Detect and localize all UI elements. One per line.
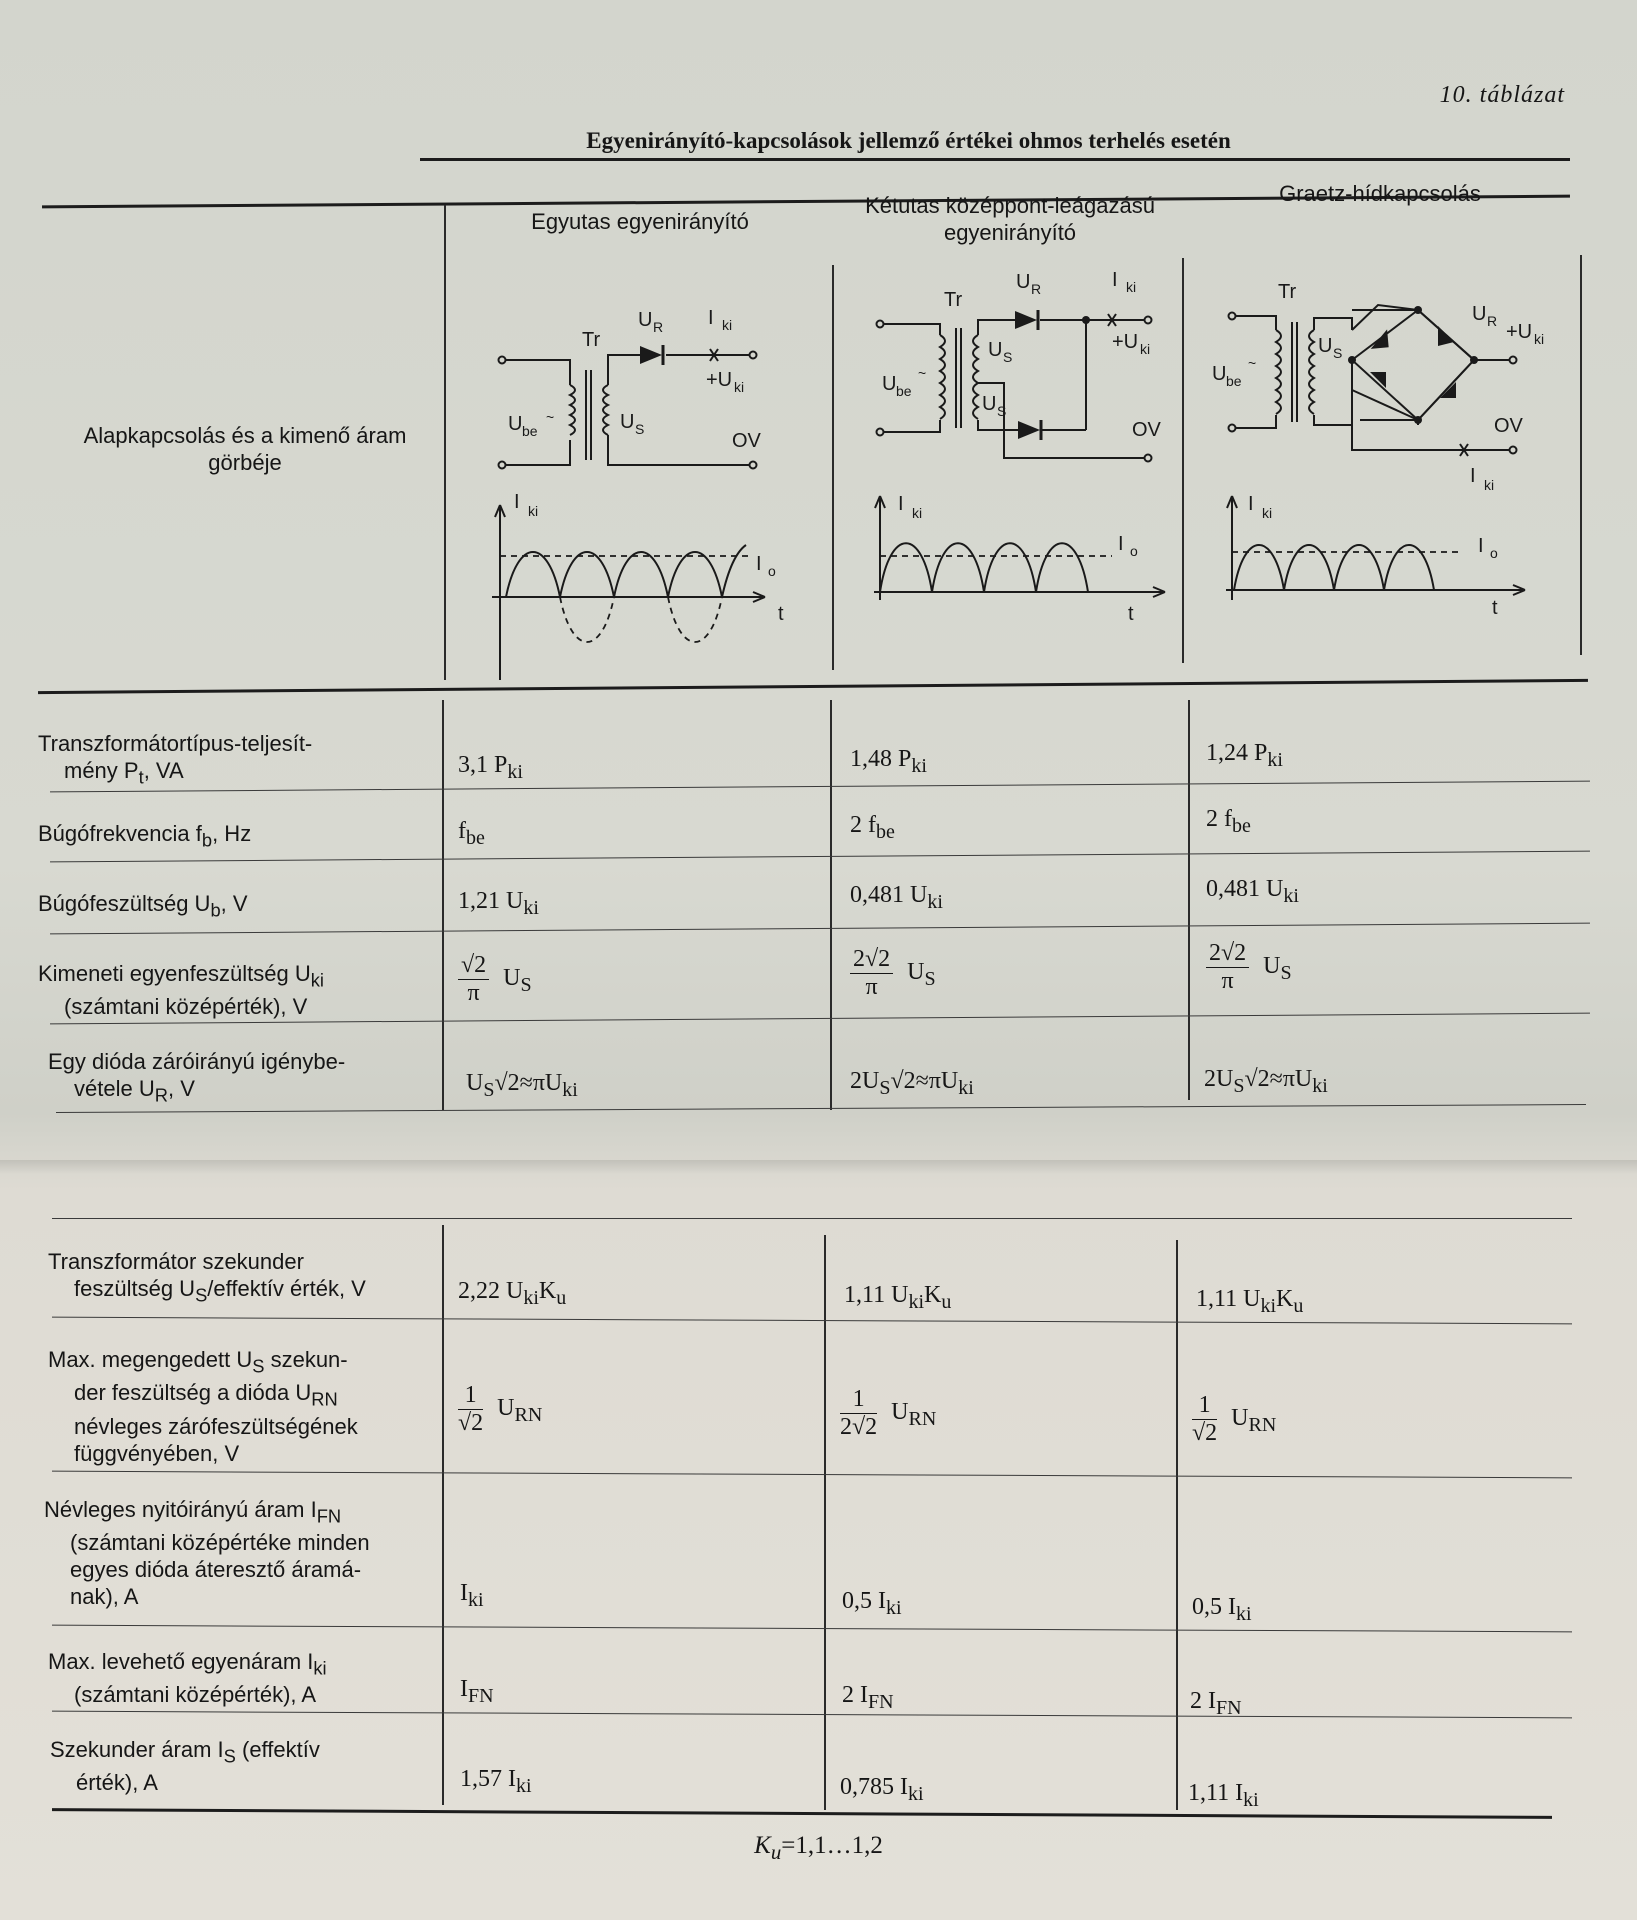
cell-sec-current-bridge: 1,11 $I_{ki}$ [1188, 1780, 1259, 1811]
column-header-bridge: Graetz-hídkapcsolás [1279, 181, 1481, 206]
row-label-secondary-current: Szekunder áram $I_S$ (effektív érték), A [50, 1737, 320, 1796]
cell-sec-current-half: 1,57 $I_{ki}$ [460, 1766, 532, 1797]
row-rule [52, 1471, 1572, 1479]
svg-text:U: U [988, 339, 1003, 361]
row-rule [50, 923, 1590, 935]
row-label-transformer-power: Transzformátortípus-teljesít- mény $P_t$, VA [38, 731, 313, 788]
bridge-diagram [1210, 260, 1570, 630]
svg-text:Tr: Tr [1278, 281, 1297, 303]
svg-text:t: t [1492, 597, 1498, 619]
lower-top-rule [52, 1218, 1572, 1219]
svg-text:t: t [1128, 603, 1134, 625]
svg-text:U: U [982, 393, 997, 415]
svg-text:be: be [1226, 373, 1242, 389]
col-divider [830, 700, 832, 1110]
cell-reverse-center: $2U_S√2\approx\pi U_{ki}$ [850, 1068, 974, 1099]
cell-power-bridge: 1,24 $P_{ki}$ [1206, 740, 1283, 771]
cell-sec-voltage-half: 2,22 $U_{ki}K_u$ [458, 1278, 567, 1309]
cell-freq-center: 2 $f_{be}$ [850, 812, 895, 843]
row-label-secondary-voltage: Transzformátor szekunder feszültség $U_S$/effektív érték, V [48, 1249, 366, 1306]
column-header-half-wave: Egyutas egyenirányító [531, 209, 749, 234]
svg-text:o: o [1130, 543, 1138, 559]
svg-text:ki: ki [1534, 331, 1545, 347]
table-title: Egyenirányító-kapcsolások jellemző értékei ohmos terhelés esetén [586, 128, 1231, 153]
cell-power-half: 3,1 $P_{ki}$ [458, 752, 523, 783]
svg-text:+U: +U [706, 369, 733, 391]
row-rule [52, 1625, 1572, 1633]
svg-text:be: be [522, 423, 538, 439]
cell-forward-half: $I_{ki}$ [460, 1580, 484, 1611]
cell-freq-bridge: 2 $f_{be}$ [1206, 806, 1251, 837]
cell-max-dc-half: $I_{FN}$ [460, 1676, 494, 1707]
cell-forward-bridge: 0,5 $I_{ki}$ [1192, 1594, 1252, 1625]
svg-text:ki: ki [1140, 341, 1151, 357]
svg-text:ki: ki [722, 317, 733, 333]
col-divider [1188, 700, 1190, 1100]
svg-text:ki: ki [528, 503, 539, 519]
col-divider [1176, 1240, 1178, 1810]
column-header-center-tap: Kétutas középpont-leágazású egyenirányító [865, 193, 1155, 245]
col-divider [824, 1235, 826, 1810]
svg-text:I: I [514, 491, 520, 513]
svg-text:~: ~ [918, 365, 927, 381]
svg-text:I: I [756, 553, 762, 575]
half-wave-diagram [470, 290, 800, 680]
svg-text:U: U [1212, 363, 1227, 385]
row-rule [52, 1711, 1572, 1719]
cell-freq-half: $f_{be}$ [458, 818, 485, 849]
svg-text:I: I [1112, 269, 1118, 291]
svg-text:U: U [882, 373, 897, 395]
svg-text:S: S [997, 403, 1007, 419]
cell-ripple-center: 0,481 $U_{ki}$ [850, 882, 943, 913]
svg-text:I: I [1118, 533, 1124, 555]
svg-text:ki: ki [1262, 505, 1273, 521]
cell-max-dc-bridge: 2 $I_{FN}$ [1190, 1688, 1242, 1719]
cell-sec-voltage-bridge: 1,11 $U_{ki}K_u$ [1196, 1286, 1304, 1317]
svg-text:I: I [1478, 535, 1484, 557]
cell-forward-center: 0,5 $I_{ki}$ [842, 1588, 902, 1619]
table-number: 10. táblázat [1439, 82, 1565, 108]
row-label-dc-output: Kimeneti egyenfeszültség $U_{ki}$ (számtani középérték), V [38, 961, 324, 1020]
svg-text:I: I [1248, 493, 1254, 515]
svg-text:o: o [1490, 545, 1498, 561]
svg-text:OV: OV [1494, 415, 1523, 437]
cell-ripple-bridge: 0,481 $U_{ki}$ [1206, 876, 1299, 907]
svg-text:S: S [635, 421, 645, 437]
svg-text:ki: ki [1126, 279, 1137, 295]
cell-max-dc-center: 2 $I_{FN}$ [842, 1682, 894, 1713]
svg-text:U: U [1318, 335, 1333, 357]
svg-text:I: I [708, 307, 714, 329]
page-fold [0, 1160, 1637, 1174]
svg-text:S: S [1333, 345, 1343, 361]
row-label-ripple-frequency: Búgófrekvencia $f_b$, Hz [38, 821, 252, 851]
svg-text:Tr: Tr [944, 289, 963, 311]
svg-text:ki: ki [912, 505, 923, 521]
svg-text:U: U [508, 413, 523, 435]
svg-text:R: R [653, 319, 664, 335]
col-divider [832, 265, 834, 670]
svg-text:U: U [638, 309, 653, 331]
svg-text:o: o [768, 563, 776, 579]
svg-text:R: R [1487, 313, 1498, 329]
table-bottom-rule [52, 1808, 1552, 1819]
row-label-circuit: Alapkapcsolás és a kimenő áram görbéje [83, 423, 407, 475]
cell-max-sec-bridge: $\frac{1}{√2}$ $U_{RN}$ [1192, 1392, 1277, 1446]
svg-text:U: U [1016, 271, 1031, 293]
cell-dc-half: $\frac{√2}{\pi}$ $U_S$ [458, 952, 532, 1007]
svg-text:+U: +U [1112, 331, 1139, 353]
col-divider [1182, 258, 1184, 663]
col-divider [444, 205, 446, 680]
cell-ripple-half: 1,21 $U_{ki}$ [458, 888, 539, 919]
cell-reverse-half: $U_S√2\approx\pi U_{ki}$ [466, 1070, 578, 1101]
cell-max-sec-center: $\frac{1}{2√2}$ $U_{RN}$ [840, 1386, 937, 1440]
cell-dc-center: $\frac{2√2}{\pi}$ $U_S$ [850, 946, 936, 1001]
footnote: $K_u=1,1\dots 1,2$ [754, 1832, 883, 1864]
svg-text:~: ~ [1248, 355, 1257, 371]
svg-text:ki: ki [734, 379, 745, 395]
cell-sec-voltage-center: 1,11 $U_{ki}K_u$ [844, 1282, 952, 1313]
row-label-forward-current: Névleges nyitóirányú áram $I_{FN}$ (számtani középértéke minden egyes dióda áteresztő áramá- nak), A [44, 1497, 370, 1610]
center-tap-diagram [860, 260, 1180, 630]
svg-text:I: I [898, 493, 904, 515]
cell-sec-current-center: 0,785 $I_{ki}$ [840, 1774, 924, 1805]
svg-text:I: I [1470, 465, 1476, 487]
svg-text:+U: +U [1506, 321, 1533, 343]
svg-text:R: R [1031, 281, 1042, 297]
cell-power-center: 1,48 $P_{ki}$ [850, 746, 927, 777]
row-rule [52, 1317, 1572, 1325]
row-label-max-dc-current: Max. levehető egyenáram $I_{ki}$ (számtani középérték), A [48, 1649, 327, 1708]
cell-max-sec-half: $\frac{1}{√2}$ $U_{RN}$ [458, 1382, 543, 1436]
svg-text:OV: OV [1132, 419, 1161, 441]
diagram-bottom-rule [38, 679, 1588, 694]
row-label-diode-reverse: Egy dióda záróirányú igénybe- vétele $U_R$, V [48, 1049, 346, 1106]
row-label-ripple-voltage: Búgófeszültség $U_b$, V [38, 891, 248, 921]
row-label-max-secondary: Max. megengedett $U_S$ szekun- der feszültség a dióda $U_{RN}$ névleges zárófeszültségének függvényében, V [48, 1347, 358, 1466]
svg-text:be: be [896, 383, 912, 399]
svg-text:U: U [1472, 303, 1487, 325]
title-rule [420, 158, 1570, 161]
svg-text:ki: ki [1484, 477, 1495, 493]
cell-reverse-bridge: $2U_S√2\approx\pi U_{ki}$ [1204, 1066, 1328, 1097]
cell-dc-bridge: $\frac{2√2}{\pi}$ $U_S$ [1206, 940, 1292, 995]
svg-text:t: t [778, 603, 784, 625]
svg-text:OV: OV [732, 430, 761, 452]
svg-text:S: S [1003, 349, 1013, 365]
col-divider [1580, 255, 1582, 655]
svg-text:Tr: Tr [582, 329, 601, 351]
svg-text:U: U [620, 411, 635, 433]
svg-text:~: ~ [546, 409, 555, 425]
